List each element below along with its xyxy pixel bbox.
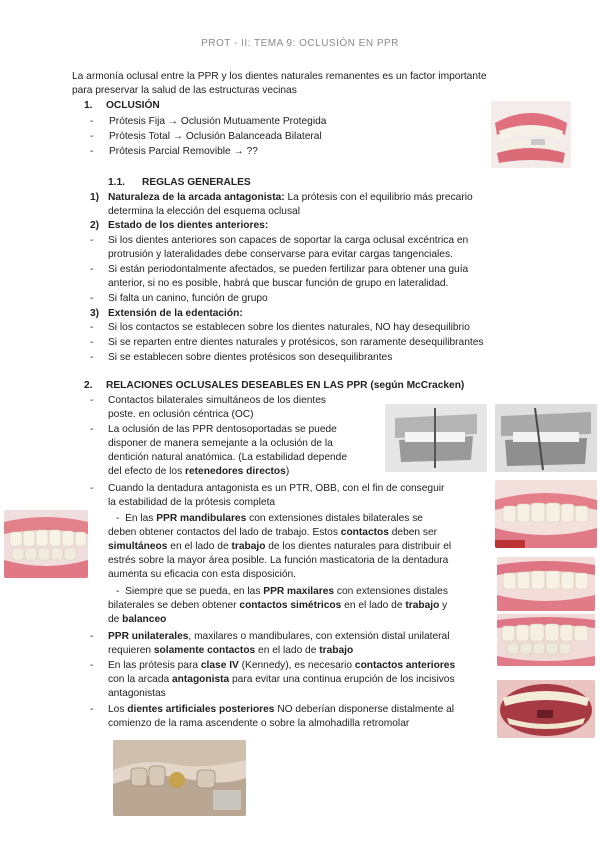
list-item-cont: del efecto de los retenedores directos) bbox=[108, 466, 290, 477]
list-item: - Si falta un canino, función de grupo bbox=[90, 293, 268, 304]
list-item: - Contactos bilaterales simultáneos de los dientes bbox=[90, 395, 327, 406]
dental-model-photo bbox=[113, 740, 246, 816]
intro-line-1: La armonía oclusal entre la PPR y los dientes naturales remanentes es un factor importante bbox=[72, 71, 487, 82]
list-item: - Prótesis Parcial Removible → ?? bbox=[90, 146, 258, 157]
paragraph-line: deben obtener contactos del lado de trabajo. Estos contactos deben ser bbox=[108, 527, 438, 538]
section-1-number: 1. bbox=[84, 100, 93, 111]
list-item-cont: anterior, si no es posible, habrá que buscar función de grupo en lateralidad. bbox=[108, 278, 449, 289]
list-item: - La oclusión de las PPR dentosoportadas se puede bbox=[90, 424, 337, 435]
list-item-cont: la estabilidad de la prótesis completa bbox=[108, 497, 276, 508]
articulator-photo-left bbox=[385, 404, 487, 472]
list-item-cont: protrusión y lateralidades debe conservarse para evitar cargas tangenciales. bbox=[108, 249, 453, 260]
rule-2: 2) Estado de los dientes anteriores: bbox=[90, 220, 269, 231]
paragraph-line: aumenta su eficacia con esta disposición. bbox=[108, 569, 297, 580]
list-item: - Si están periodontalmente afectados, se pueden fertilizar para obtener una guía bbox=[90, 264, 469, 275]
paragraph-line: simultáneos en el lado de trabajo de los dientes naturales para distribuir el bbox=[108, 541, 452, 552]
section-2-number: 2. bbox=[84, 380, 93, 391]
list-item-cont: poste. en oclusión céntrica (OC) bbox=[108, 409, 254, 420]
teeth-photo-2 bbox=[497, 557, 595, 611]
paragraph-line: antagonistas bbox=[108, 688, 166, 699]
paragraph-line: de balanceo bbox=[108, 614, 167, 625]
paragraph-line: bilaterales se deben obtener contactos simétricos en el lado de trabajo y bbox=[108, 600, 448, 611]
rule-1-line-2: determina la elección del esquema oclusal bbox=[108, 206, 300, 217]
articulator-photo-right bbox=[495, 404, 597, 472]
page-header: PROT - II: TEMA 9: OCLUSIÓN EN PPR bbox=[201, 38, 399, 49]
paragraph-line: comienzo de la rama ascendente o sobre la almohadilla retromolar bbox=[108, 718, 410, 729]
section-2-title: RELACIONES OCLUSALES DESEABLES EN LAS PPR (según McCracken) bbox=[106, 380, 465, 391]
paragraph-line: estrés sobre la mayor área posible. La función masticatoria de la dentadura bbox=[108, 555, 449, 566]
list-item: - Cuando la dentadura antagonista es un PTR, OBB, con el fin de conseguir bbox=[90, 483, 445, 494]
list-item-cont: dentición natural anatómica. (La estabilidad depende bbox=[108, 452, 348, 463]
list-item: - Prótesis Fija → Oclusión Mutuamente Protegida bbox=[90, 116, 327, 127]
paragraph-ppr-maxilares: - Siempre que se pueda, en las PPR maxilares con extensiones distales bbox=[116, 586, 448, 597]
intro-line-2: para preservar la salud de las estructuras vecinas bbox=[72, 85, 297, 96]
teeth-photo-1 bbox=[495, 480, 597, 548]
list-item: - Si se reparten entre dientes naturales y protésicos, son raramente desequilibrantes bbox=[90, 337, 484, 348]
list-item-cont: disponer de manera semejante a la oclusión de la bbox=[108, 438, 333, 449]
denture-photo bbox=[491, 101, 571, 168]
rule-3: 3) Extensión de la edentación: bbox=[90, 308, 243, 319]
list-item: - Los dientes artificiales posteriores NO deberían disponerse distalmente al bbox=[90, 704, 454, 715]
open-mouth-photo bbox=[497, 680, 595, 738]
teeth-photo-left bbox=[4, 510, 88, 578]
paragraph-line: requieren solamente contactos en el lado de trabajo bbox=[108, 645, 354, 656]
list-item: - Prótesis Total → Oclusión Balanceada Bilateral bbox=[90, 131, 322, 142]
section-2-heading bbox=[84, 379, 464, 393]
rule-1: 1) Naturaleza de la arcada antagonista: La prótesis con el equilibrio más precario bbox=[90, 192, 473, 203]
section-1-heading bbox=[84, 99, 160, 113]
paragraph-ppr-mandibulares: - En las PPR mandibulares con extensiones distales bilaterales se bbox=[116, 513, 423, 524]
list-item: - En las prótesis para clase IV (Kennedy), es necesario contactos anteriores bbox=[90, 660, 456, 671]
section-1-title: OCLUSIÓN bbox=[106, 100, 160, 111]
teeth-photo-3 bbox=[497, 614, 595, 666]
list-item: - PPR unilaterales, maxilares o mandibulares, con extensión distal unilateral bbox=[90, 631, 450, 642]
list-item: - Si los contactos se establecen sobre los dientes naturales, NO hay desequilibrio bbox=[90, 322, 470, 333]
paragraph-line: con la arcada antagonista para evitar una continua erupción de los incisivos bbox=[108, 674, 455, 685]
list-item: - Si se establecen sobre dientes protésicos son desequilibrantes bbox=[90, 352, 393, 363]
subsection-title: 1.1. REGLAS GENERALES bbox=[108, 177, 251, 188]
list-item: - Si los dientes anteriores son capaces de soportar la carga oclusal excéntrica en bbox=[90, 235, 469, 246]
